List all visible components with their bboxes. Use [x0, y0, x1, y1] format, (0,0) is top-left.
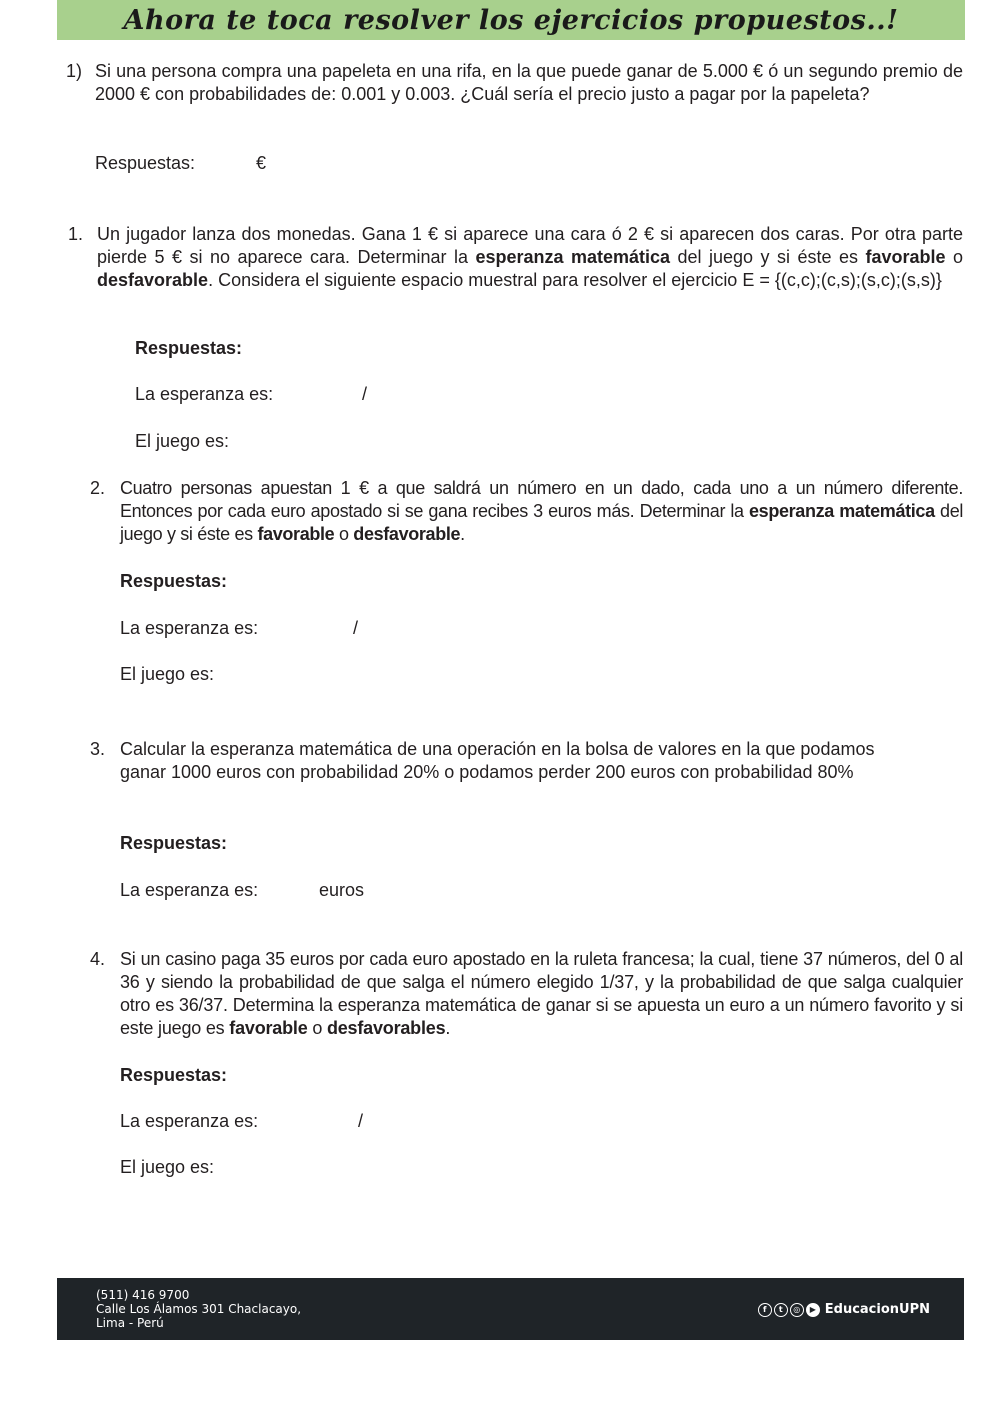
banner-title: Ahora te toca resolver los ejercicios propuestos..! — [123, 4, 899, 36]
esperanza-label: La esperanza es: — [120, 880, 259, 900]
question-text: Si un casino paga 35 euros por cada euro apostado en la ruleta francesa; la cual, tiene 37 números, del 0 al 36 y siendo la probabilidad de que salga el número elegido 1/37, y la probabilidad de que salga cualquier otro es 36/37. Determina la esperanza matemática de ganar si se apuesta un euro a un número favorito y si este juego es favorable o desfavorables. — [120, 949, 963, 1038]
question-number: 3. — [90, 739, 106, 759]
social-handle[interactable]: EducacionUPN — [824, 1302, 930, 1317]
instagram-icon[interactable]: ◎ — [790, 1303, 804, 1317]
footer-phone: (511) 416 9700 — [96, 1288, 190, 1302]
esperanza-label: La esperanza es: — [135, 384, 274, 404]
answers-heading: Respuestas: — [120, 571, 228, 591]
footer-address: Calle Los Álamos 301 Chaclacayo, — [96, 1302, 302, 1316]
youtube-icon[interactable]: ▶ — [806, 1303, 820, 1317]
question-number: 4. — [90, 949, 106, 969]
answer-label: Respuestas: — [95, 153, 196, 173]
answers-heading: Respuestas: — [120, 1065, 228, 1085]
question-text: Calcular la esperanza matemática de una operación en la bolsa de valores en la que podamos ganar 1000 euros con probabilidad 20% o podamos perder 200 euros con probabilidad 80% — [120, 739, 875, 782]
question-text: Un jugador lanza dos monedas. Gana 1 € si aparece una cara ó 2 € si aparecen dos caras. Por otra parte pierde 5 € si no aparece cara. Determinar la esperanza matemática del juego y si éste es favorable o desfavorable. Considera el siguiente espacio muestral para resolver el ejercicio E = {(c,c);(c,s);(s,c);(s,s)} — [97, 224, 963, 290]
question-text: Cuatro personas apuestan 1 € a que saldrá un número en un dado, cada uno a un número diferente. Entonces por cada euro apostado si se gana recibes 3 euros más. Determinar la esperanza matemática del juego y si éste es favorable o desfavorable. — [120, 478, 964, 544]
esperanza-label: La esperanza es: — [120, 618, 259, 638]
answers-heading: Respuestas: — [135, 338, 243, 358]
footer-bar — [57, 1278, 964, 1340]
answers-heading: Respuestas: — [120, 833, 228, 853]
question-number: 1. — [68, 224, 84, 244]
fraction-separator: / — [358, 1111, 364, 1131]
esperanza-label: La esperanza es: — [120, 1111, 259, 1131]
footer-contact — [96, 1288, 301, 1330]
twitter-icon[interactable]: t — [774, 1303, 788, 1317]
answer-unit: euros — [319, 880, 365, 900]
juego-label: El juego es: — [120, 664, 215, 684]
fraction-separator: / — [353, 618, 359, 638]
header-banner — [57, 0, 965, 40]
juego-label: El juego es: — [135, 431, 230, 451]
question-number: 2. — [90, 478, 106, 498]
facebook-icon[interactable]: f — [758, 1303, 772, 1317]
social-links — [758, 1302, 930, 1317]
question-number: 1) — [66, 61, 83, 81]
juego-label: El juego es: — [120, 1157, 215, 1177]
footer-city: Lima - Perú — [96, 1316, 164, 1330]
answer-unit: € — [256, 153, 267, 173]
fraction-separator: / — [362, 384, 368, 404]
question-text: Si una persona compra una papeleta en una rifa, en la que puede ganar de 5.000 € ó un segundo premio de 2000 € con probabilidades de: 0.001 y 0.003. ¿Cuál sería el precio justo a pagar por la papeleta? — [95, 61, 963, 104]
